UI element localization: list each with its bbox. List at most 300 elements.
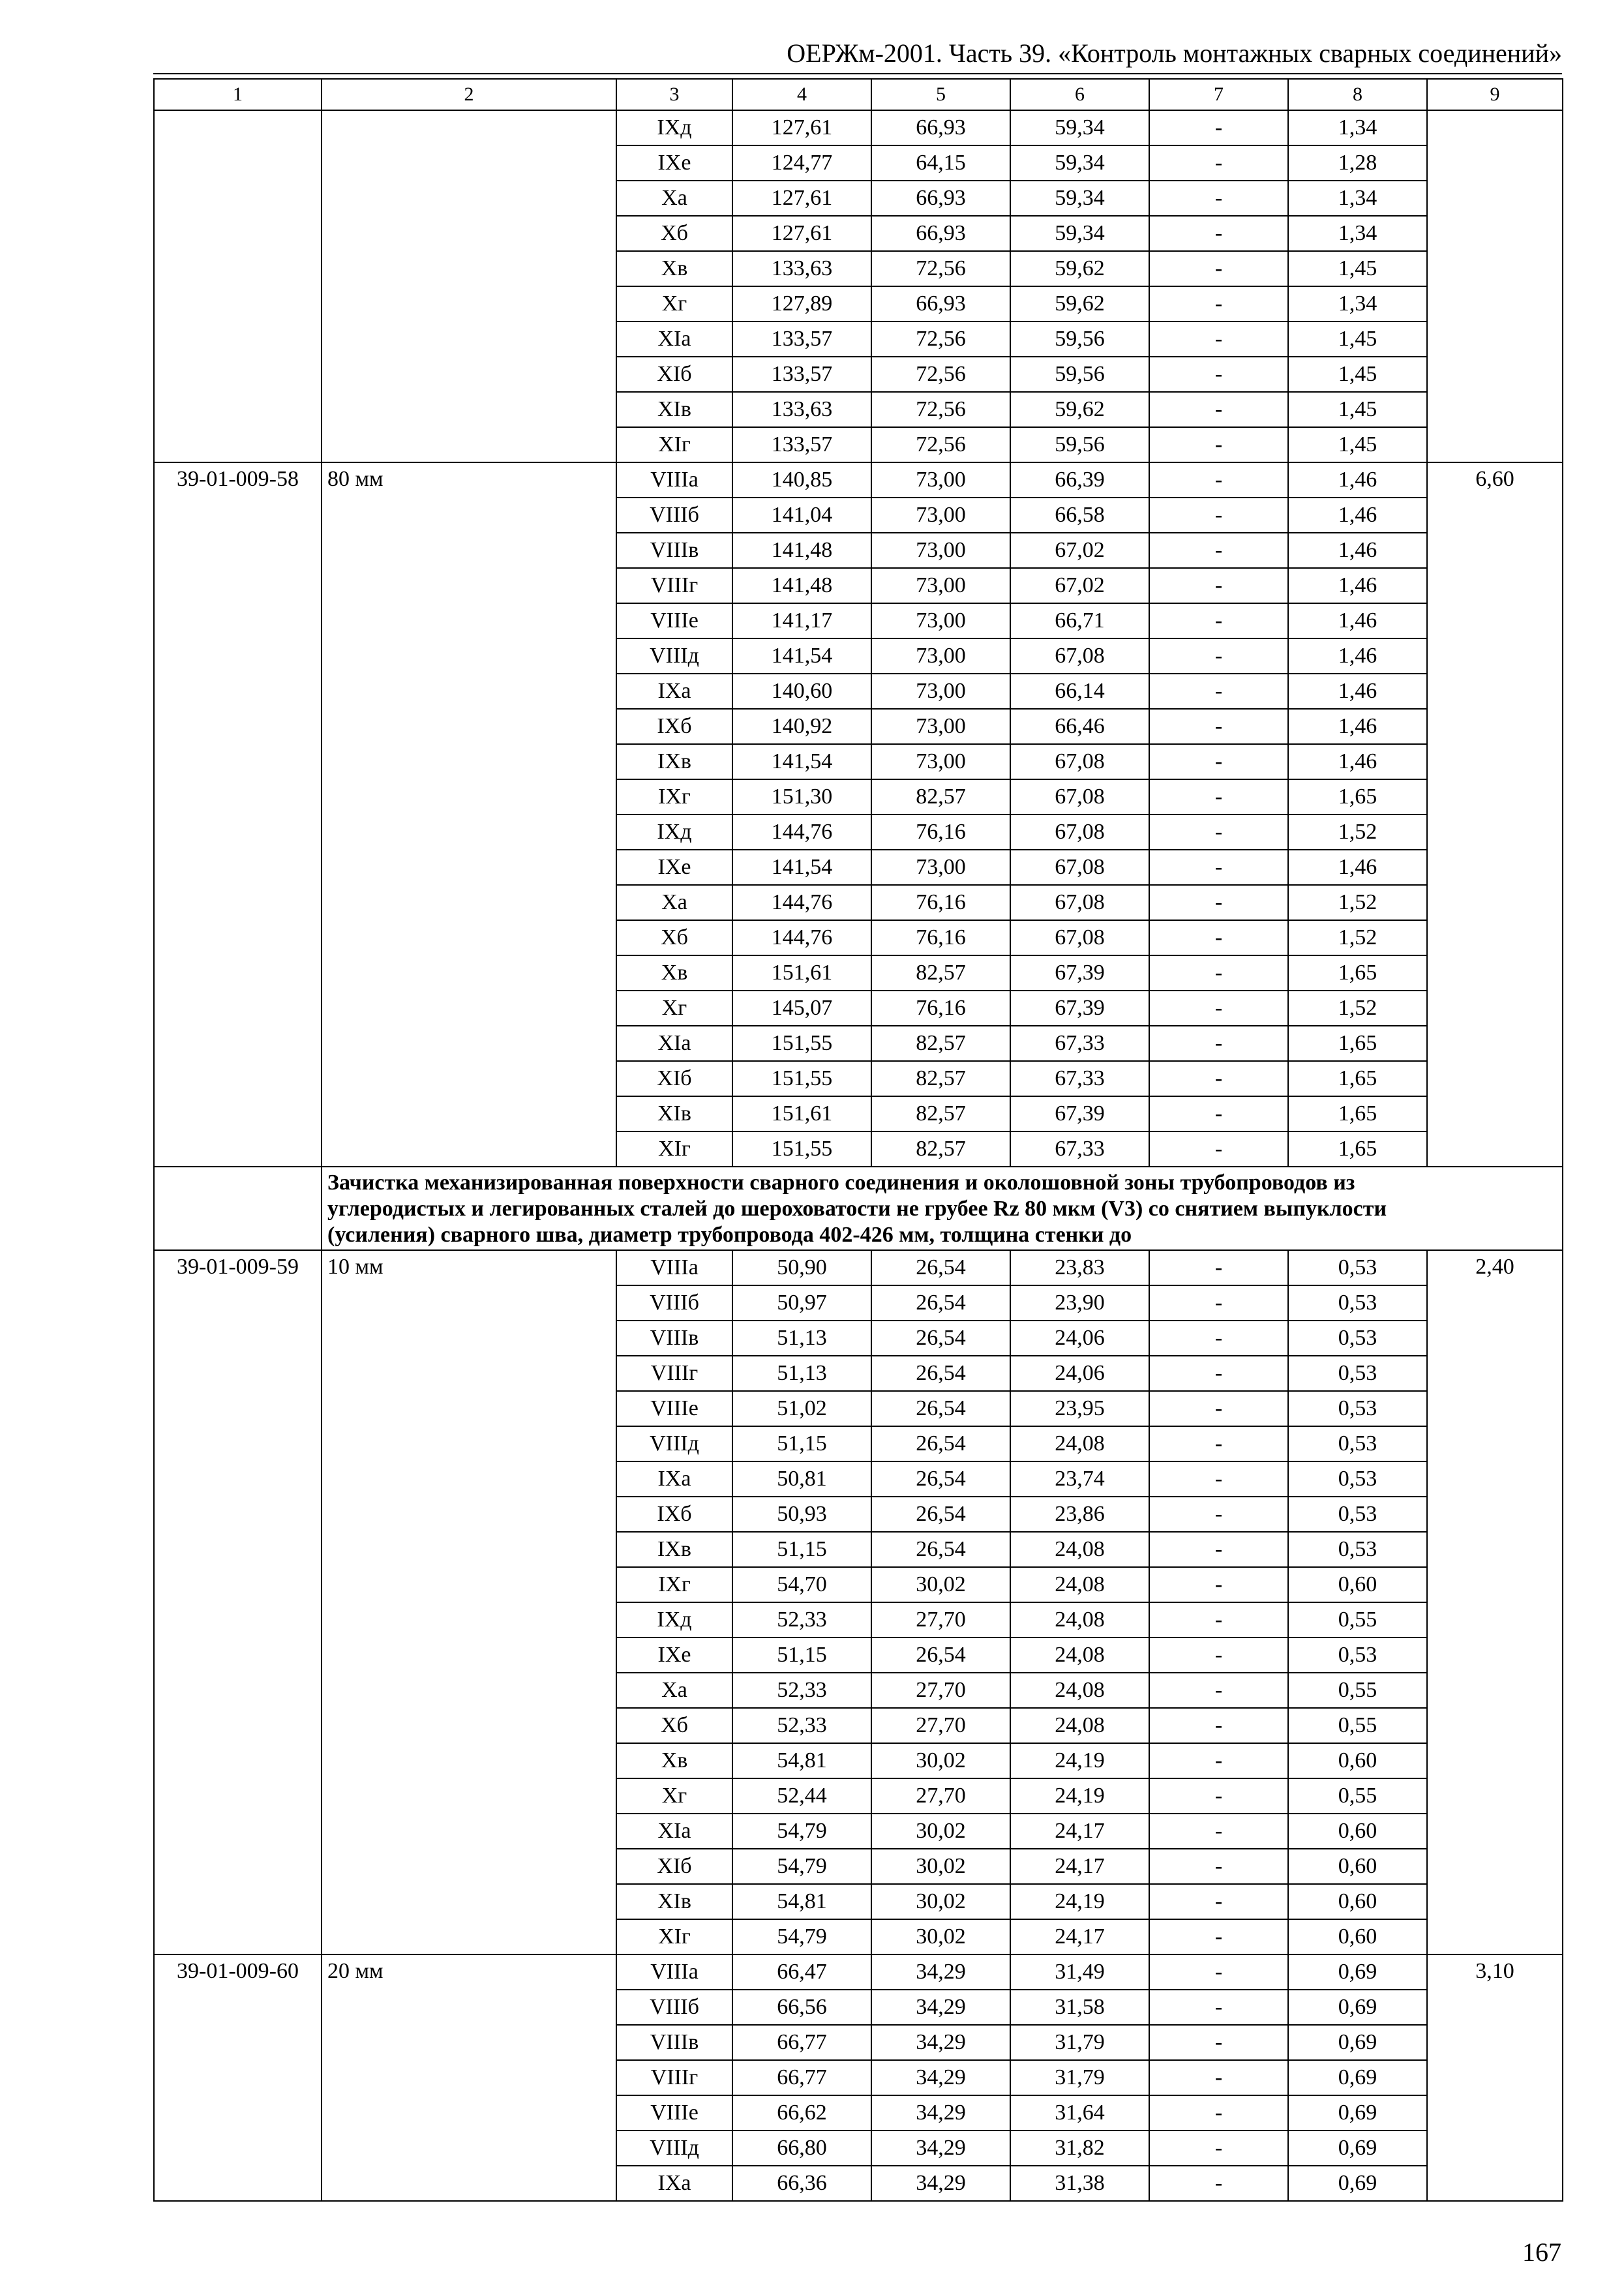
labor-cell: 1,45 — [1288, 357, 1427, 392]
labor-cell: 1,45 — [1288, 427, 1427, 462]
wages-cell: 82,57 — [871, 1061, 1010, 1096]
drivers-wages-cell: - — [1149, 392, 1288, 427]
machines-cell: 59,56 — [1010, 357, 1149, 392]
zone-cell: VIIIг — [616, 2060, 732, 2095]
drivers-wages-cell: - — [1149, 1567, 1288, 1602]
machines-cell: 67,33 — [1010, 1131, 1149, 1167]
drivers-wages-cell: - — [1149, 322, 1288, 357]
labor-cell: 0,53 — [1288, 1638, 1427, 1673]
total-cost-cell: 144,76 — [732, 815, 871, 850]
table-row — [154, 110, 1563, 145]
drivers-wages-cell: - — [1149, 1026, 1288, 1061]
wages-cell: 34,29 — [871, 2095, 1010, 2131]
code-cell: 39-01-009-58 — [154, 462, 322, 1167]
zone-cell: XIг — [616, 1919, 732, 1954]
drivers-wages-cell: - — [1149, 110, 1288, 145]
total-cost-cell: 51,13 — [732, 1356, 871, 1391]
labor-cell: 1,65 — [1288, 1026, 1427, 1061]
wages-cell: 26,54 — [871, 1321, 1010, 1356]
drivers-wages-cell: - — [1149, 1391, 1288, 1426]
labor-cell: 0,69 — [1288, 1954, 1427, 1990]
total-cost-cell: 52,33 — [732, 1602, 871, 1638]
wages-cell: 76,16 — [871, 885, 1010, 920]
section-heading-line: Зачистка механизированная поверхности сварного соединения и околошовной зоны трубопроводов из — [327, 1171, 1355, 1195]
drivers-wages-cell: - — [1149, 1849, 1288, 1884]
machines-cell: 59,56 — [1010, 427, 1149, 462]
wages-cell: 30,02 — [871, 1884, 1010, 1919]
wages-cell: 64,15 — [871, 145, 1010, 181]
total-cost-cell: 127,89 — [732, 286, 871, 322]
labor-cell: 1,46 — [1288, 533, 1427, 568]
machines-cell: 24,08 — [1010, 1532, 1149, 1567]
drivers-wages-cell: - — [1149, 1673, 1288, 1708]
total-cost-cell: 151,55 — [732, 1131, 871, 1167]
machines-cell: 67,39 — [1010, 991, 1149, 1026]
machines-cell: 67,08 — [1010, 744, 1149, 779]
wages-cell: 34,29 — [871, 2060, 1010, 2095]
machines-cell: 59,62 — [1010, 286, 1149, 322]
zone-cell: Xа — [616, 181, 732, 216]
drivers-wages-cell: - — [1149, 357, 1288, 392]
drivers-wages-cell: - — [1149, 1602, 1288, 1638]
wages-cell: 26,54 — [871, 1391, 1010, 1426]
table-row — [154, 462, 1563, 498]
total-cost-cell: 66,56 — [732, 1990, 871, 2025]
wages-cell: 30,02 — [871, 1919, 1010, 1954]
labor-cell: 1,46 — [1288, 498, 1427, 533]
drivers-wages-cell: - — [1149, 2131, 1288, 2166]
labor-cell: 0,60 — [1288, 1743, 1427, 1778]
total-cost-cell: 140,92 — [732, 709, 871, 744]
machines-cell: 59,34 — [1010, 216, 1149, 251]
column-number: 2 — [322, 79, 616, 110]
labor-cell: 1,28 — [1288, 145, 1427, 181]
labor-cell: 0,55 — [1288, 1778, 1427, 1814]
total-cost-cell: 51,15 — [732, 1426, 871, 1461]
drivers-wages-cell: - — [1149, 920, 1288, 955]
wages-cell: 27,70 — [871, 1602, 1010, 1638]
total-cost-cell: 51,15 — [732, 1532, 871, 1567]
machines-cell: 23,95 — [1010, 1391, 1149, 1426]
drivers-wages-cell: - — [1149, 2166, 1288, 2201]
total-cost-cell: 151,30 — [732, 779, 871, 815]
total-cost-cell: 133,57 — [732, 427, 871, 462]
drivers-wages-cell: - — [1149, 1426, 1288, 1461]
wages-cell: 34,29 — [871, 2166, 1010, 2201]
total-cost-cell: 141,48 — [732, 568, 871, 603]
drivers-wages-cell: - — [1149, 2060, 1288, 2095]
wages-cell: 73,00 — [871, 603, 1010, 638]
table-row — [154, 1954, 1563, 1990]
wages-cell: 72,56 — [871, 251, 1010, 286]
labor-cell: 1,65 — [1288, 1096, 1427, 1131]
machines-cell: 23,90 — [1010, 1285, 1149, 1321]
machines-cell: 67,33 — [1010, 1061, 1149, 1096]
labor-cell: 0,53 — [1288, 1391, 1427, 1426]
zone-cell: XIг — [616, 427, 732, 462]
zone-cell: Xв — [616, 955, 732, 991]
drivers-wages-cell: - — [1149, 1356, 1288, 1391]
drivers-wages-cell: - — [1149, 1096, 1288, 1131]
drivers-wages-cell: - — [1149, 2025, 1288, 2060]
zone-cell: VIIIб — [616, 1285, 732, 1321]
zone-cell: VIIIг — [616, 1356, 732, 1391]
machines-cell: 24,08 — [1010, 1602, 1149, 1638]
labor-cell: 1,46 — [1288, 744, 1427, 779]
column-number: 5 — [871, 79, 1010, 110]
machines-cell: 24,08 — [1010, 1567, 1149, 1602]
table-body — [154, 79, 1563, 2201]
drivers-wages-cell: - — [1149, 1532, 1288, 1567]
labor-cell: 1,52 — [1288, 885, 1427, 920]
total-cost-cell: 54,79 — [732, 1849, 871, 1884]
total-cost-cell: 66,47 — [732, 1954, 871, 1990]
total-cost-cell: 54,79 — [732, 1814, 871, 1849]
labor-cell: 1,65 — [1288, 955, 1427, 991]
wages-cell: 73,00 — [871, 498, 1010, 533]
drivers-wages-cell: - — [1149, 885, 1288, 920]
labor-cell: 0,60 — [1288, 1884, 1427, 1919]
labor-cell: 1,46 — [1288, 638, 1427, 674]
column-number: 7 — [1149, 79, 1288, 110]
wages-cell: 73,00 — [871, 568, 1010, 603]
labor-cell: 1,52 — [1288, 920, 1427, 955]
wages-cell: 73,00 — [871, 850, 1010, 885]
labor-cell: 0,60 — [1288, 1849, 1427, 1884]
total-cost-cell: 140,85 — [732, 462, 871, 498]
labor-cell: 1,52 — [1288, 991, 1427, 1026]
labor-cell: 1,46 — [1288, 850, 1427, 885]
zone-cell: Xг — [616, 991, 732, 1026]
machines-cell: 59,56 — [1010, 322, 1149, 357]
zone-cell: XIа — [616, 1814, 732, 1849]
labor-cell: 1,46 — [1288, 603, 1427, 638]
zone-cell: Xб — [616, 920, 732, 955]
drivers-wages-cell: - — [1149, 216, 1288, 251]
wages-cell: 27,70 — [871, 1673, 1010, 1708]
labor-cell: 0,60 — [1288, 1919, 1427, 1954]
machines-cell: 59,34 — [1010, 145, 1149, 181]
labor-cell: 0,53 — [1288, 1356, 1427, 1391]
machines-cell: 31,64 — [1010, 2095, 1149, 2131]
machines-cell: 67,08 — [1010, 850, 1149, 885]
labor-cell: 0,53 — [1288, 1532, 1427, 1567]
labor-cell: 0,53 — [1288, 1426, 1427, 1461]
zone-cell: VIIIд — [616, 1426, 732, 1461]
wages-cell: 26,54 — [871, 1426, 1010, 1461]
zone-cell: VIIIа — [616, 1954, 732, 1990]
wages-cell: 34,29 — [871, 1990, 1010, 2025]
total-cost-cell: 133,57 — [732, 322, 871, 357]
labor-cell: 1,46 — [1288, 674, 1427, 709]
machines-cell: 66,71 — [1010, 603, 1149, 638]
column-number: 9 — [1427, 79, 1563, 110]
labor-cell: 0,55 — [1288, 1673, 1427, 1708]
wages-cell: 26,54 — [871, 1638, 1010, 1673]
wages-cell: 82,57 — [871, 1026, 1010, 1061]
drivers-wages-cell: - — [1149, 1990, 1288, 2025]
wages-cell: 82,57 — [871, 1096, 1010, 1131]
labor-cell: 1,34 — [1288, 110, 1427, 145]
zone-cell: VIIIд — [616, 2131, 732, 2166]
drivers-wages-cell: - — [1149, 533, 1288, 568]
zone-cell: VIIIе — [616, 603, 732, 638]
wages-cell: 82,57 — [871, 1131, 1010, 1167]
zone-cell: XIв — [616, 1096, 732, 1131]
section-code-cell — [154, 1167, 322, 1250]
total-cost-cell: 133,63 — [732, 392, 871, 427]
labor-cell: 0,69 — [1288, 2025, 1427, 2060]
labor-cell: 0,60 — [1288, 1567, 1427, 1602]
zone-cell: Xв — [616, 251, 732, 286]
total-cost-cell: 50,93 — [732, 1497, 871, 1532]
total-cost-cell: 141,54 — [732, 850, 871, 885]
labor-cell: 1,46 — [1288, 568, 1427, 603]
zone-cell: Xб — [616, 216, 732, 251]
machines-cell: 67,08 — [1010, 920, 1149, 955]
wages-cell: 73,00 — [871, 638, 1010, 674]
wages-cell: 66,93 — [871, 110, 1010, 145]
zone-cell: VIIIа — [616, 462, 732, 498]
total-cost-cell: 144,76 — [732, 885, 871, 920]
zone-cell: IXа — [616, 674, 732, 709]
drivers-wages-cell: - — [1149, 1061, 1288, 1096]
zone-cell: XIб — [616, 1849, 732, 1884]
drivers-wages-cell: - — [1149, 815, 1288, 850]
labor-cell: 1,46 — [1288, 462, 1427, 498]
machines-cell: 67,08 — [1010, 885, 1149, 920]
labor-cell: 1,45 — [1288, 322, 1427, 357]
size-cell: 10 мм — [322, 1250, 616, 1954]
machines-cell: 67,08 — [1010, 779, 1149, 815]
wages-cell: 26,54 — [871, 1250, 1010, 1285]
machines-cell: 24,06 — [1010, 1321, 1149, 1356]
size-cell: 80 мм — [322, 462, 616, 1167]
wages-cell: 76,16 — [871, 991, 1010, 1026]
machines-cell: 59,62 — [1010, 392, 1149, 427]
machines-cell: 66,39 — [1010, 462, 1149, 498]
machines-cell: 24,08 — [1010, 1638, 1149, 1673]
code-cell: 39-01-009-59 — [154, 1250, 322, 1954]
code-cell: 39-01-009-60 — [154, 1954, 322, 2201]
labor-cell: 1,34 — [1288, 286, 1427, 322]
zone-cell: VIIIе — [616, 2095, 732, 2131]
total-cost-cell: 141,17 — [732, 603, 871, 638]
zone-cell: IXг — [616, 1567, 732, 1602]
total-cost-cell: 66,62 — [732, 2095, 871, 2131]
machines-cell: 24,08 — [1010, 1673, 1149, 1708]
machines-cell: 24,17 — [1010, 1814, 1149, 1849]
column-number: 4 — [732, 79, 871, 110]
section-heading — [322, 1167, 1563, 1250]
wages-cell: 26,54 — [871, 1285, 1010, 1321]
drivers-wages-cell: - — [1149, 1954, 1288, 1990]
total-cost-cell: 151,61 — [732, 955, 871, 991]
table-row — [154, 1250, 1563, 1285]
wages-cell: 30,02 — [871, 1567, 1010, 1602]
drivers-wages-cell: - — [1149, 1708, 1288, 1743]
column-number: 8 — [1288, 79, 1427, 110]
zone-cell: IXа — [616, 2166, 732, 2201]
total-cost-cell: 51,02 — [732, 1391, 871, 1426]
machines-cell: 31,58 — [1010, 1990, 1149, 2025]
wages-cell: 72,56 — [871, 427, 1010, 462]
total-cost-cell: 140,60 — [732, 674, 871, 709]
machines-cell: 66,46 — [1010, 709, 1149, 744]
wages-cell: 27,70 — [871, 1778, 1010, 1814]
zone-cell: IXе — [616, 850, 732, 885]
total-cost-cell: 54,79 — [732, 1919, 871, 1954]
labor-cell: 0,60 — [1288, 1814, 1427, 1849]
drivers-wages-cell: - — [1149, 1743, 1288, 1778]
drivers-wages-cell: - — [1149, 286, 1288, 322]
drivers-wages-cell: - — [1149, 709, 1288, 744]
section-heading-row — [154, 1167, 1563, 1250]
total-cost-cell: 127,61 — [732, 181, 871, 216]
zone-cell: VIIIв — [616, 2025, 732, 2060]
wages-cell: 66,93 — [871, 181, 1010, 216]
labor-cell: 0,69 — [1288, 2166, 1427, 2201]
machines-cell: 24,19 — [1010, 1743, 1149, 1778]
wages-cell: 30,02 — [871, 1849, 1010, 1884]
column-number: 3 — [616, 79, 732, 110]
size-cell — [322, 110, 616, 462]
zone-cell: XIа — [616, 322, 732, 357]
labor-cell: 0,69 — [1288, 2060, 1427, 2095]
drivers-wages-cell: - — [1149, 181, 1288, 216]
drivers-wages-cell: - — [1149, 498, 1288, 533]
total-cost-cell: 50,97 — [732, 1285, 871, 1321]
total-cost-cell: 151,55 — [732, 1026, 871, 1061]
total-cost-cell: 66,36 — [732, 2166, 871, 2201]
wages-cell: 73,00 — [871, 462, 1010, 498]
total-cost-cell: 66,77 — [732, 2025, 871, 2060]
zone-cell: XIб — [616, 357, 732, 392]
total-cost-cell: 141,54 — [732, 744, 871, 779]
wages-cell: 30,02 — [871, 1743, 1010, 1778]
labor-cell: 1,65 — [1288, 1131, 1427, 1167]
size-cell: 20 мм — [322, 1954, 616, 2201]
labor-cell: 1,65 — [1288, 779, 1427, 815]
zone-cell: VIIIг — [616, 568, 732, 603]
wages-cell: 26,54 — [871, 1461, 1010, 1497]
machines-cell: 31,82 — [1010, 2131, 1149, 2166]
labor-cell: 0,53 — [1288, 1497, 1427, 1532]
total-cost-cell: 54,81 — [732, 1884, 871, 1919]
total-cost-cell: 127,61 — [732, 216, 871, 251]
wages-cell: 26,54 — [871, 1356, 1010, 1391]
drivers-wages-cell: - — [1149, 1497, 1288, 1532]
zone-cell: VIIIб — [616, 498, 732, 533]
machines-cell: 24,17 — [1010, 1849, 1149, 1884]
labor-cell: 1,46 — [1288, 709, 1427, 744]
section-heading-line: (усиления) сварного шва, диаметр трубопровода 402-426 мм, толщина стенки до — [327, 1223, 1132, 1247]
machines-cell: 67,02 — [1010, 568, 1149, 603]
labor-cell: 1,65 — [1288, 1061, 1427, 1096]
zone-cell: XIв — [616, 392, 732, 427]
zone-cell: IXд — [616, 1602, 732, 1638]
price-cell: 6,60 — [1427, 462, 1563, 1167]
labor-cell: 1,34 — [1288, 181, 1427, 216]
drivers-wages-cell: - — [1149, 1638, 1288, 1673]
drivers-wages-cell: - — [1149, 568, 1288, 603]
machines-cell: 67,08 — [1010, 638, 1149, 674]
machines-cell: 67,02 — [1010, 533, 1149, 568]
drivers-wages-cell: - — [1149, 427, 1288, 462]
drivers-wages-cell: - — [1149, 145, 1288, 181]
wages-cell: 27,70 — [871, 1708, 1010, 1743]
labor-cell: 1,45 — [1288, 251, 1427, 286]
wages-cell: 66,93 — [871, 286, 1010, 322]
zone-cell: XIб — [616, 1061, 732, 1096]
wages-cell: 73,00 — [871, 744, 1010, 779]
drivers-wages-cell: - — [1149, 638, 1288, 674]
zone-cell: XIв — [616, 1884, 732, 1919]
zone-cell: IXб — [616, 1497, 732, 1532]
labor-cell: 0,53 — [1288, 1321, 1427, 1356]
zone-cell: IXе — [616, 145, 732, 181]
total-cost-cell: 151,55 — [732, 1061, 871, 1096]
labor-cell: 0,55 — [1288, 1708, 1427, 1743]
total-cost-cell: 50,90 — [732, 1250, 871, 1285]
total-cost-cell: 51,15 — [732, 1638, 871, 1673]
section-heading-line: углеродистых и легированных сталей до шероховатости не грубее Rz 80 мкм (V3) со снятием выпуклости — [327, 1197, 1387, 1221]
zone-cell: IXа — [616, 1461, 732, 1497]
labor-cell: 0,69 — [1288, 2131, 1427, 2166]
column-number-row — [154, 79, 1563, 110]
zone-cell: Xв — [616, 1743, 732, 1778]
drivers-wages-cell: - — [1149, 1321, 1288, 1356]
total-cost-cell: 124,77 — [732, 145, 871, 181]
machines-cell: 67,39 — [1010, 955, 1149, 991]
drivers-wages-cell: - — [1149, 744, 1288, 779]
zone-cell: VIIIв — [616, 1321, 732, 1356]
drivers-wages-cell: - — [1149, 462, 1288, 498]
wages-cell: 72,56 — [871, 322, 1010, 357]
drivers-wages-cell: - — [1149, 674, 1288, 709]
page-number: 167 — [1522, 2237, 1561, 2267]
zone-cell: Xа — [616, 885, 732, 920]
machines-cell: 24,19 — [1010, 1884, 1149, 1919]
wages-cell: 66,93 — [871, 216, 1010, 251]
drivers-wages-cell: - — [1149, 1814, 1288, 1849]
labor-cell: 0,53 — [1288, 1461, 1427, 1497]
total-cost-cell: 133,63 — [732, 251, 871, 286]
wages-cell: 72,56 — [871, 357, 1010, 392]
drivers-wages-cell: - — [1149, 779, 1288, 815]
price-cell: 3,10 — [1427, 1954, 1563, 2201]
zone-cell: IXб — [616, 709, 732, 744]
column-number: 1 — [154, 79, 322, 110]
total-cost-cell: 51,13 — [732, 1321, 871, 1356]
zone-cell: IXе — [616, 1638, 732, 1673]
wages-cell: 26,54 — [871, 1532, 1010, 1567]
drivers-wages-cell: - — [1149, 955, 1288, 991]
zone-cell: VIIIе — [616, 1391, 732, 1426]
machines-cell: 31,79 — [1010, 2060, 1149, 2095]
total-cost-cell: 151,61 — [732, 1096, 871, 1131]
zone-cell: Xа — [616, 1673, 732, 1708]
machines-cell: 24,17 — [1010, 1919, 1149, 1954]
machines-cell: 23,86 — [1010, 1497, 1149, 1532]
drivers-wages-cell: - — [1149, 1131, 1288, 1167]
machines-cell: 59,34 — [1010, 181, 1149, 216]
column-number: 6 — [1010, 79, 1149, 110]
wages-cell: 76,16 — [871, 815, 1010, 850]
machines-cell: 66,14 — [1010, 674, 1149, 709]
machines-cell: 24,06 — [1010, 1356, 1149, 1391]
machines-cell: 31,79 — [1010, 2025, 1149, 2060]
